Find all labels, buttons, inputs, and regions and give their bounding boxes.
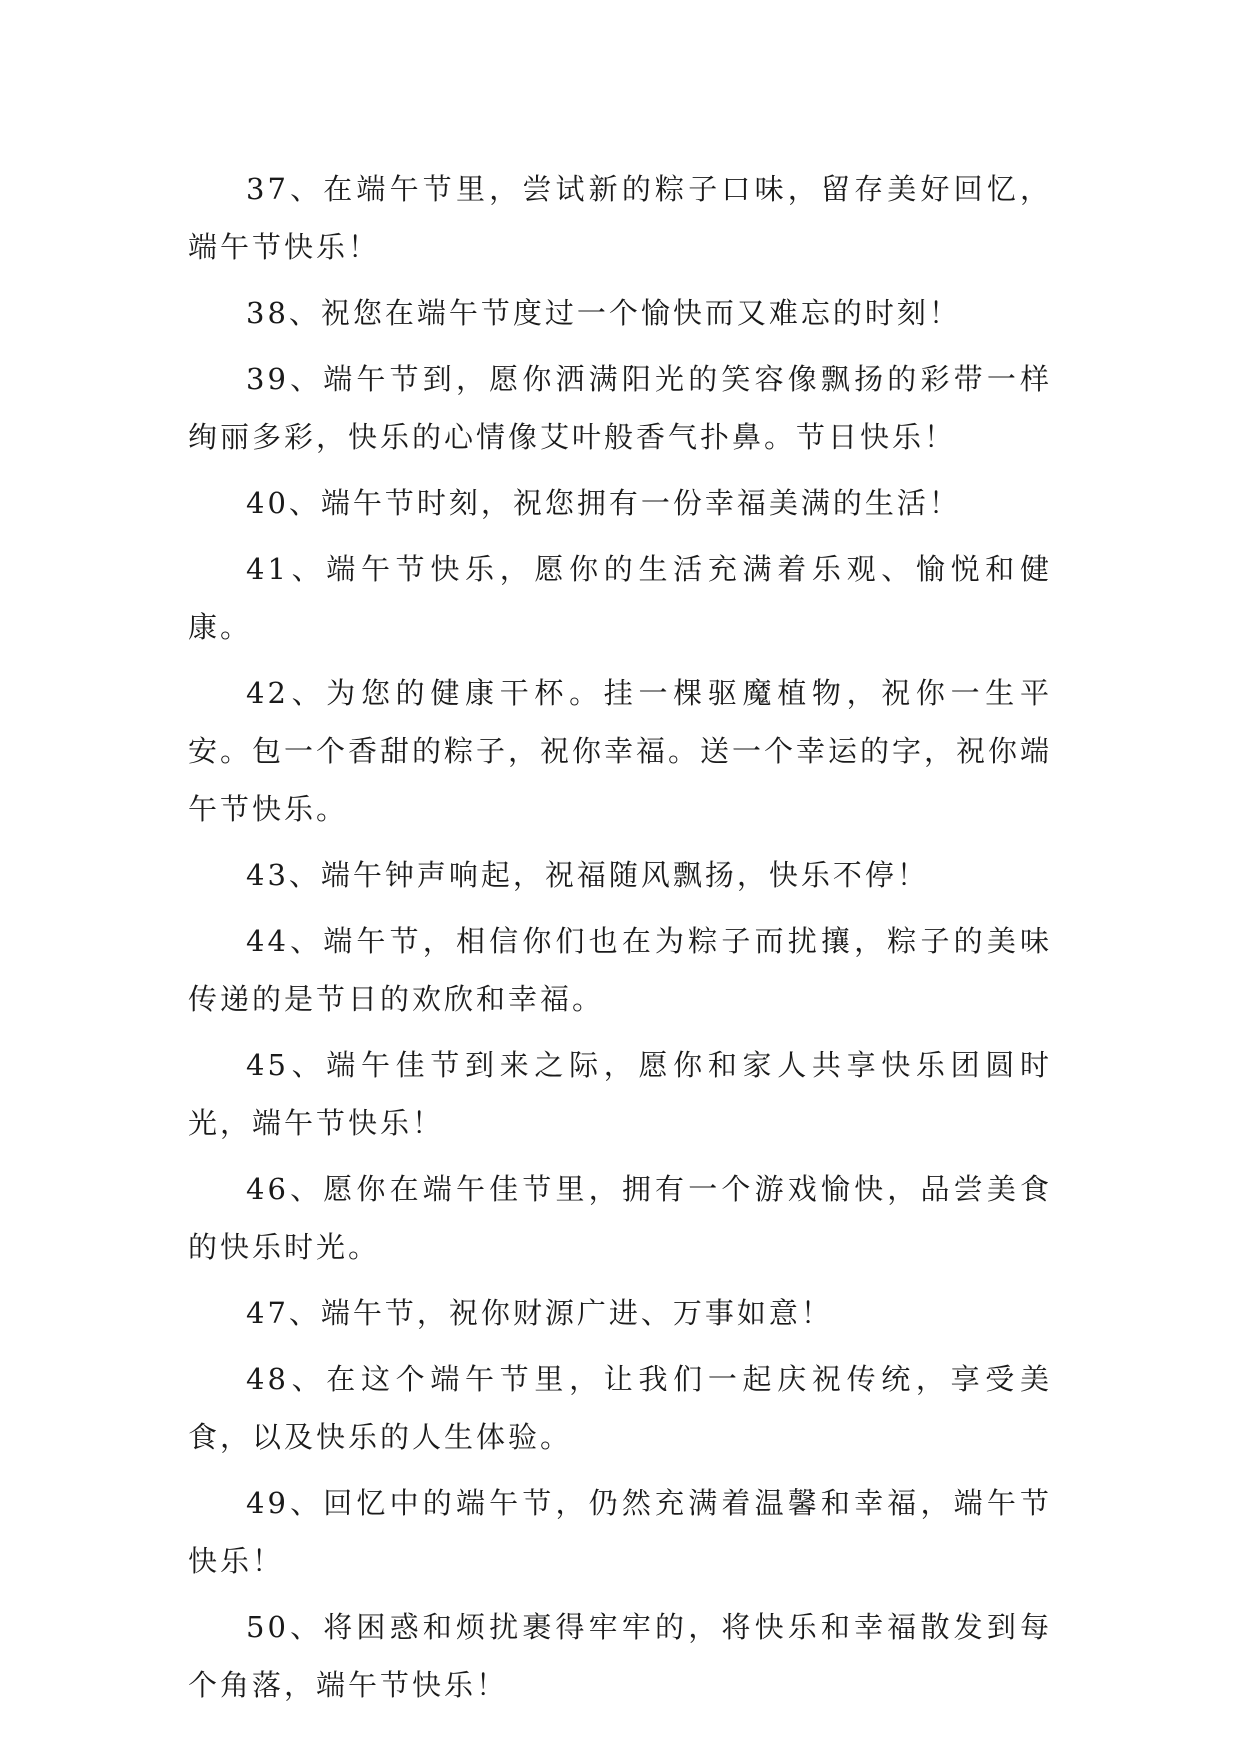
paragraph-43: 43、端午钟声响起，祝福随风飘扬，快乐不停！ <box>246 858 929 892</box>
paragraph-47: 47、端午节，祝你财源广进、万事如意！ <box>246 1296 833 1330</box>
paragraph-50: 50、将困惑和烦扰裹得牢牢的，将快乐和幸福散发到每个角落，端午节快乐！ <box>188 1610 1052 1702</box>
paragraph-42: 42、为您的健康干杯。挂一棵驱魔植物，祝你一生平安。包一个香甜的粽子，祝你幸福。送一个幸运的字，祝你端午节快乐。 <box>188 676 1053 826</box>
document-body <box>188 160 1052 1722</box>
paragraph-38: 38、祝您在端午节度过一个愉快而又难忘的时刻！ <box>246 296 961 330</box>
paragraph-48: 48、在这个端午节里，让我们一起庆祝传统，享受美食，以及快乐的人生体验。 <box>188 1362 1052 1454</box>
paragraph-45: 45、端午佳节到来之际，愿你和家人共享快乐团圆时光，端午节快乐！ <box>188 1048 1052 1140</box>
paragraph-37: 37、在端午节里，尝试新的粽子口味，留存美好回忆，端午节快乐！ <box>188 172 1052 264</box>
paragraph-39: 39、端午节到，愿你洒满阳光的笑容像飘扬的彩带一样绚丽多彩，快乐的心情像艾叶般香气扑鼻。节日快乐！ <box>188 362 1052 454</box>
paragraph-40: 40、端午节时刻，祝您拥有一份幸福美满的生活！ <box>246 486 961 520</box>
paragraph-41: 41、端午节快乐，愿你的生活充满着乐观、愉悦和健康。 <box>188 552 1052 644</box>
paragraph-44: 44、端午节，相信你们也在为粽子而扰攘，粽子的美味传递的是节日的欢欣和幸福。 <box>188 924 1052 1016</box>
paragraph-46: 46、愿你在端午佳节里，拥有一个游戏愉快，品尝美食的快乐时光。 <box>188 1172 1052 1264</box>
paragraph-49: 49、回忆中的端午节，仍然充满着温馨和幸福，端午节快乐！ <box>188 1486 1052 1578</box>
